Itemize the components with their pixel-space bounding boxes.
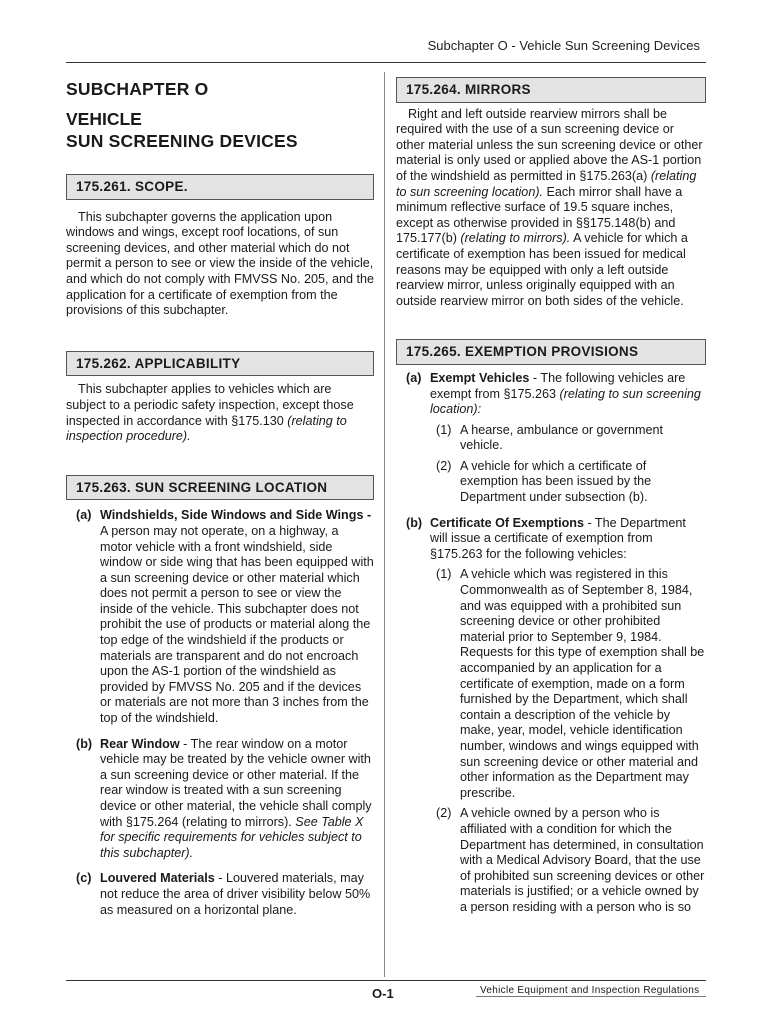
- exemption-item-a: [396, 371, 706, 418]
- item-heading: Certificate Of Exemptions: [430, 515, 584, 530]
- section-heading-exemption: 175.265. EXEMPTION PROVISIONS: [396, 339, 706, 365]
- section-heading-applicability: 175.262. APPLICABILITY: [66, 351, 374, 377]
- item-label: (b): [406, 515, 423, 530]
- section-heading-location: 175.263. SUN SCREENING LOCATION: [66, 475, 374, 501]
- mirrors-text-1: Right and left outside rearview mirrors shall be required with the use of a sun screening device or other material unless the sun screening device or other material is only used or applied above the AS-1 portion of the windshield as permitted in §175.263(a): [396, 106, 703, 183]
- subitem-number: (2): [436, 458, 452, 473]
- mirrors-text-3: A vehicle for which a certificate of exemption has been issued for medical reasons may be equipped with only a left outside rearview mirror, unless originally equipped with an outside rearview mirror on both sides of the vehicle.: [396, 231, 688, 308]
- item-body: - The following vehicles are exempt from §175.263: [430, 370, 686, 401]
- location-item-b: [66, 737, 374, 862]
- column-divider: [384, 72, 385, 977]
- subitem-text: A vehicle which was registered in this Commonwealth as of September 8, 1984, and was equipped with a prohibited sun screening device or other prohibited material prior to September 9, 1984. Requests for this type of exemption shall be accompanied by an application for a certificate of exemption, made on a form furnished by the Department, which shall contain a description of the vehicle by make, year, model, vehicle identification number, windows and wings equipped with sun screening device or other material and other information as the Department may prescribe.: [460, 567, 705, 800]
- header-rule: [66, 62, 706, 63]
- mirrors-italic-1: (relating to sun screening location).: [396, 168, 697, 199]
- mirrors-text-2: Each mirror shall have a minimum reflective surface of 19.5 square inches, except as otherwise provided in §§175.148(b) and 175.177(b): [396, 184, 683, 246]
- section-heading-mirrors: 175.264. MIRRORS: [396, 77, 706, 103]
- item-label: (a): [406, 370, 422, 385]
- right-column: [396, 77, 706, 916]
- subitem-text: A hearse, ambulance or government vehicle.: [460, 422, 664, 453]
- item-italic: See Table X for specific requirements for vehicles subject to this subchapter).: [100, 814, 364, 860]
- item-label: (b): [76, 736, 93, 751]
- item-heading: Exempt Vehicles: [430, 370, 530, 385]
- scope-paragraph: This subchapter governs the application upon windows and wings, except roof locations, of sun screening devices, and other material which do not permit a person to see or view the inside of the vehicle, and which do not comply with FMVSS No. 205, and the application for a certificate of exemption from the provisions of this subchapter.: [66, 209, 375, 318]
- subitem-number: (1): [436, 422, 452, 437]
- item-label: (c): [76, 871, 92, 886]
- exemption-a-subitem-1: [396, 423, 706, 454]
- mirrors-paragraph: [396, 107, 706, 310]
- subitem-text: A vehicle for which a certificate of exemption has been issued by the Department under subsection (b).: [460, 458, 652, 505]
- exemption-a-subitem-2: [396, 459, 706, 506]
- item-heading: Louvered Materials: [100, 871, 215, 886]
- item-italic: (relating to sun screening location):: [430, 386, 701, 417]
- exemption-b-subitem-1: [396, 567, 706, 801]
- chapter-title-line1: VEHICLE: [66, 109, 142, 129]
- page-number: O-1: [372, 986, 394, 1001]
- footer-rule: [66, 980, 706, 981]
- chapter-title-line2: SUN SCREENING DEVICES: [66, 131, 298, 151]
- item-heading: Rear Window: [100, 736, 180, 751]
- subchapter-title: SUBCHAPTER O: [66, 79, 209, 99]
- mirrors-italic-2: (relating to mirrors).: [460, 231, 571, 246]
- location-item-c: [66, 871, 374, 918]
- footer-title-underline: [476, 996, 706, 997]
- subitem-number: (2): [436, 806, 452, 821]
- location-item-a: [66, 508, 374, 726]
- item-label: (a): [76, 508, 92, 523]
- applicability-paragraph: [66, 382, 374, 444]
- item-heading: Windshields, Side Windows and Side Wings -: [100, 508, 372, 523]
- subitem-text: A vehicle owned by a person who is affiliated with a condition for which the Department has determined, in consultation with a Medical Advisory Board, that the use of prohibited sun screening devices or other materials is justified; or a vehicle owned by a person residing with a person who is so: [460, 806, 705, 914]
- exemption-b-subitem-2: [396, 806, 706, 915]
- item-body: - Louvered materials, may not reduce the area of driver visibility below 50% as measured on a horizontal plane.: [100, 871, 371, 917]
- item-body: - The Department will issue a certificate of exemption from §175.263 for the following vehicles:: [430, 515, 686, 561]
- item-body: A person may not operate, on a highway, a motor vehicle with a front windshield, side window or side wing that has been equipped with a sun screening device or other material which does not permit a person to see or view the inside of the vehicle. This subchapter does not prohibit the use of products or material along the top edge of the windshield if the products or materials are transparent and do not encroach upon the AS-1 portion of the windshield as provided by FMVSS No. 205 and if the devices or materials are not more than 3 inches from the top of the windshield.: [100, 523, 374, 726]
- applicability-italic: (relating to inspection procedure).: [66, 413, 347, 444]
- exemption-item-b: [396, 516, 706, 563]
- subitem-number: (1): [436, 567, 452, 582]
- item-body: - The rear window on a motor vehicle may be treated by the vehicle owner with a sun screening device or other material. If the rear window is treated with a sun screening device or other material, the vehicle shall comply with §175.264 (relating to mirrors).: [100, 736, 372, 829]
- running-head: Subchapter O - Vehicle Sun Screening Devices: [427, 38, 700, 53]
- section-heading-scope: 175.261. SCOPE.: [66, 174, 374, 200]
- footer-title: Vehicle Equipment and Inspection Regulations: [480, 985, 700, 996]
- left-column: [66, 78, 374, 918]
- applicability-text: This subchapter applies to vehicles which are subject to a periodic safety inspection, except those inspected in accordance with §175.130: [66, 382, 354, 428]
